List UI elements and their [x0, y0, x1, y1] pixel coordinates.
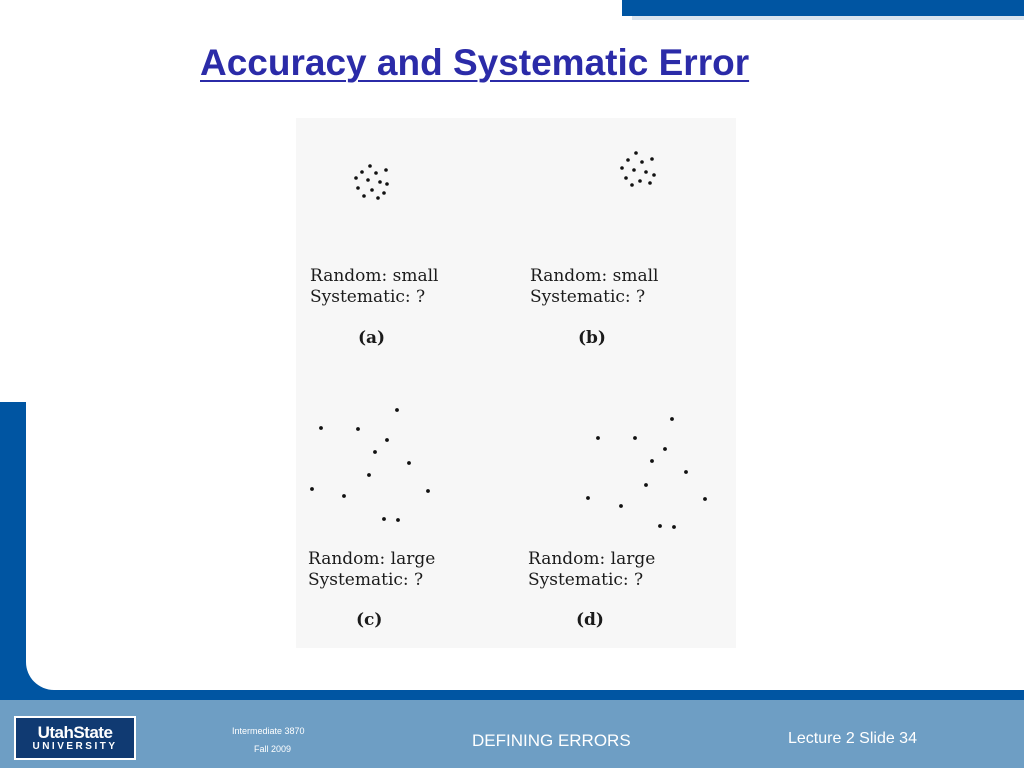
dot — [640, 160, 644, 164]
dot — [586, 496, 590, 500]
dot — [356, 186, 360, 190]
bottom-accent-band — [0, 690, 1024, 700]
dot — [373, 450, 377, 454]
panel-b-random-label: Random: small — [530, 266, 659, 286]
dot — [384, 168, 388, 172]
panel-d-random-label: Random: large — [528, 549, 656, 569]
dot — [638, 179, 642, 183]
panel-d-tag: (d) — [576, 610, 604, 630]
dot — [367, 473, 371, 477]
dot — [426, 489, 430, 493]
dot — [684, 470, 688, 474]
error-diagram-figure — [296, 118, 736, 648]
panel-c-tag: (c) — [356, 610, 383, 630]
section-title: DEFINING ERRORS — [472, 731, 631, 750]
dot — [648, 181, 652, 185]
lecture-slide-number: Lecture 2 Slide 34 — [788, 730, 917, 747]
panel-b-caption — [530, 266, 659, 308]
dot — [407, 461, 411, 465]
dot — [385, 182, 389, 186]
dot — [396, 518, 400, 522]
dot — [703, 497, 707, 501]
dot — [620, 166, 624, 170]
panel-a-tag: (a) — [358, 328, 386, 348]
panel-b-systematic-label: Systematic: ? — [530, 287, 646, 307]
dot — [362, 194, 366, 198]
dot — [376, 196, 380, 200]
dot — [368, 164, 372, 168]
course-label: Intermediate 3870 — [232, 726, 305, 736]
dot — [374, 171, 378, 175]
dot — [382, 517, 386, 521]
logo-subtitle: UNIVERSITY — [32, 740, 118, 752]
dot — [370, 188, 374, 192]
panel-c-random-label: Random: large — [308, 549, 436, 569]
panel-a-dots — [354, 164, 389, 200]
panel-a-caption — [310, 266, 439, 308]
dot — [624, 176, 628, 180]
dot — [652, 173, 656, 177]
logo-wordmark: UtahState — [37, 722, 113, 742]
slide-title: Accuracy and Systematic Error — [200, 42, 750, 83]
dot — [385, 438, 389, 442]
dot — [342, 494, 346, 498]
dot — [670, 417, 674, 421]
dot — [619, 504, 623, 508]
dot — [632, 168, 636, 172]
top-accent-bar — [622, 0, 1024, 16]
panel-c-systematic-label: Systematic: ? — [308, 570, 424, 590]
panel-d-caption — [528, 549, 655, 591]
dot — [356, 427, 360, 431]
dot — [630, 183, 634, 187]
dot — [378, 180, 382, 184]
dot — [382, 191, 386, 195]
dot — [360, 170, 364, 174]
term-label: Fall 2009 — [254, 744, 292, 754]
dot — [650, 157, 654, 161]
panel-c-caption — [308, 549, 435, 591]
panel-b-dots — [620, 151, 656, 187]
panel-b-tag: (b) — [578, 328, 606, 348]
dot — [319, 426, 323, 430]
dot — [633, 436, 637, 440]
dot — [644, 483, 648, 487]
dot — [366, 178, 370, 182]
panel-c-dots — [310, 408, 430, 522]
dot — [634, 151, 638, 155]
dot — [672, 525, 676, 529]
dot — [650, 459, 654, 463]
panel-a-systematic-label: Systematic: ? — [310, 287, 426, 307]
panel-a-random-label: Random: small — [310, 266, 439, 286]
top-accent-shadow — [632, 16, 1024, 20]
dot — [310, 487, 314, 491]
dot — [644, 170, 648, 174]
dot — [354, 176, 358, 180]
dot — [658, 524, 662, 528]
dot — [596, 436, 600, 440]
panel-d-systematic-label: Systematic: ? — [528, 570, 644, 590]
dot — [663, 447, 667, 451]
dot — [395, 408, 399, 412]
dot — [626, 158, 630, 162]
utah-state-logo — [14, 716, 136, 760]
panel-d-dots — [586, 417, 707, 529]
